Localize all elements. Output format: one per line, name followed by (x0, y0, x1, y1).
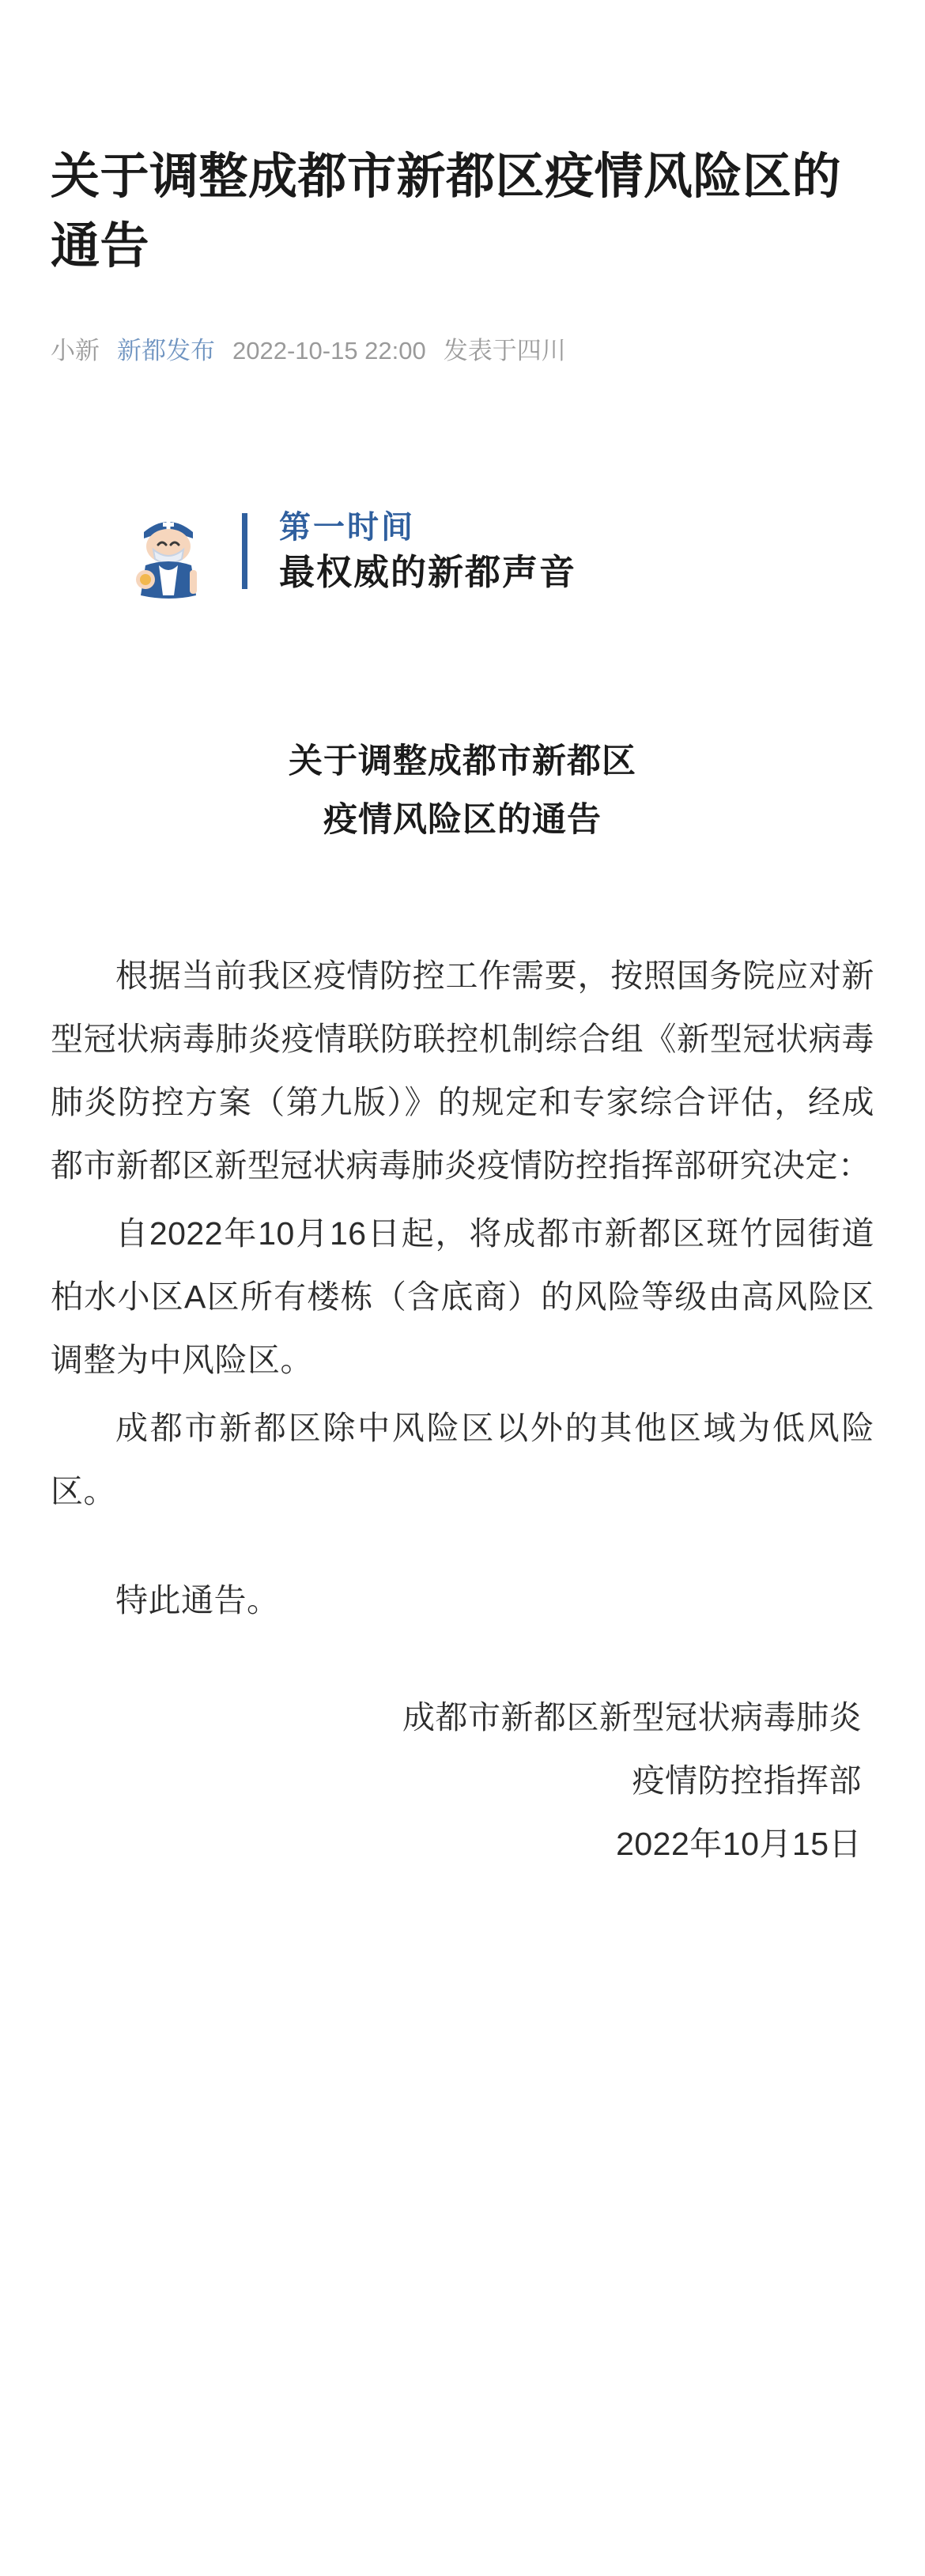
page-title: 关于调整成都市新都区疫情风险区的通告 (51, 149, 842, 274)
banner-headline-secondary: 最权威的新都声音 (279, 551, 577, 594)
meta-author: 小新 (51, 337, 100, 365)
paragraph-spacer (51, 1528, 874, 1569)
article-meta (51, 334, 874, 368)
signature-date: 2022年10月15日 (616, 1825, 862, 1862)
meta-location: 发表于四川 (443, 337, 566, 365)
body-paragraph: 成都市新都区除中风险区以外的其他区域为低风险区。 (51, 1409, 874, 1509)
doctor-mascot-icon (122, 504, 215, 599)
signature-org-line1: 成都市新都区新型冠状病毒肺炎 (402, 1698, 862, 1736)
document-heading-line1: 关于调整成都市新都区 (289, 742, 636, 781)
body-paragraph: 根据当前我区疫情防控工作需要，按照国务院应对新型冠状病毒肺炎疫情联防联控机制综合组《新型冠状病毒肺炎防控方案（第九版）》的规定和专家综合评估，经成都市新都区新型冠状病毒肺炎疫情防控指挥部研究决定： (51, 958, 874, 1184)
banner-text (279, 508, 576, 594)
banner-divider (242, 513, 247, 589)
brand-banner (51, 504, 874, 599)
meta-account-link[interactable]: 新都发布 (117, 337, 215, 365)
body-paragraph: 自2022年10月16日起，将成都市新都区斑竹园街道柏水小区A区所有楼栋（含底商）的风险等级由高风险区调整为中风险区。 (51, 1215, 874, 1378)
document-heading-line2: 疫情风险区的通告 (323, 801, 602, 840)
banner-headline-primary: 第一时间 (279, 508, 415, 546)
document-signature (51, 1686, 874, 1876)
document-heading (51, 733, 874, 850)
document-body (51, 945, 874, 1632)
meta-publish-date: 2022-10-15 22:00 (232, 337, 426, 365)
body-paragraph: 特此通告。 (115, 1581, 280, 1618)
signature-org-line2: 疫情防控指挥部 (632, 1762, 862, 1799)
